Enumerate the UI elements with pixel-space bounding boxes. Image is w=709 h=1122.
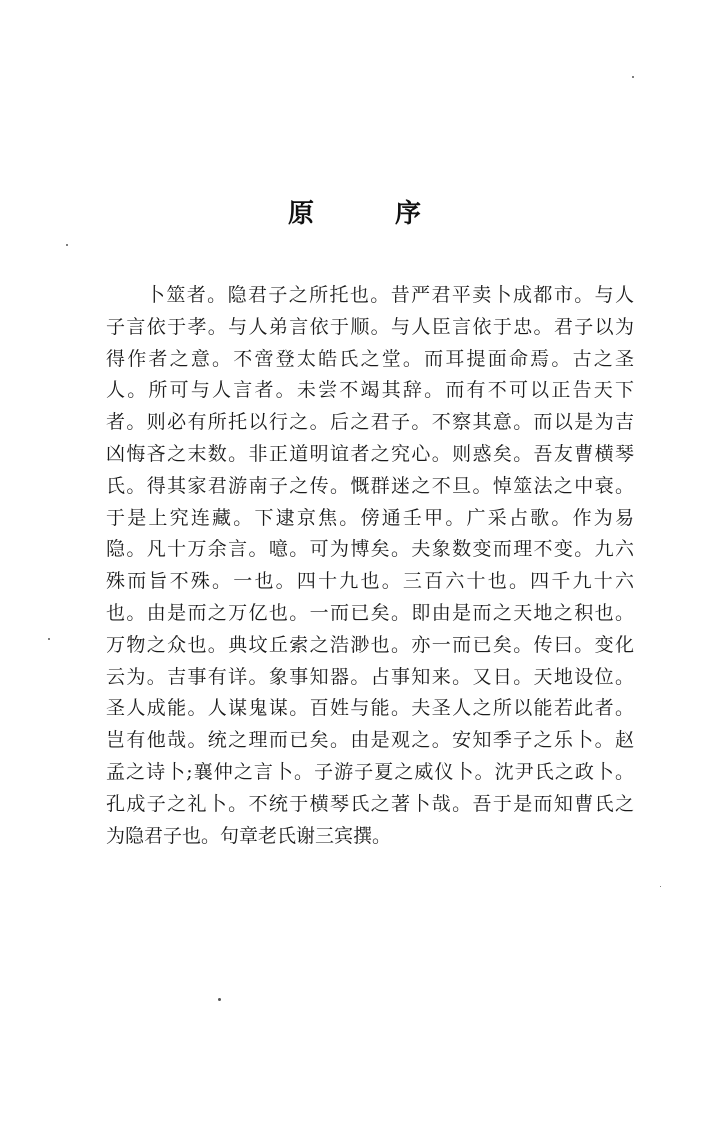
text-line: 岂有他哉。统之理而已矣。由是观之。安知季子之乐卜。赵 <box>106 729 634 752</box>
scan-speck <box>218 998 221 1001</box>
scan-speck <box>66 244 68 246</box>
text-line: 凶悔吝之末数。非正道明谊者之究心。则惑矣。吾友曹横琴 <box>106 442 634 465</box>
scan-speck <box>660 886 661 887</box>
text-line: 隐。凡十万余言。噫。可为博矣。夫象数变而理不变。九六 <box>106 538 634 561</box>
text-line: 圣人成能。人谋鬼谋。百姓与能。夫圣人之所以能若此者。 <box>106 697 634 720</box>
text-line: 殊而旨不殊。一也。四十九也。三百六十也。四千九十六 <box>106 570 634 593</box>
text-line: 于是上究连藏。下逮京焦。傍通壬甲。广采占歌。作为易 <box>106 506 634 529</box>
text-line: 卜筮者。隐君子之所托也。昔严君平卖卜成都市。与人 <box>146 284 634 306</box>
text-line: 云为。吉事有详。象事知器。占事知来。又日。天地设位。 <box>106 665 634 688</box>
page-title: 原 序 <box>287 199 458 229</box>
text-line: 人。所可与人言者。未尝不竭其辞。而有不可以正告天下 <box>106 379 634 402</box>
text-line: 子言依于孝。与人弟言依于顺。与人臣言依于忠。君子以为 <box>106 315 634 338</box>
text-line: 也。由是而之万亿也。一而已矣。即由是而之天地之积也。 <box>106 601 634 624</box>
scan-speck <box>48 638 50 640</box>
preface-body <box>106 280 634 852</box>
text-line: 氏。得其家君游南子之传。慨群迷之不旦。悼筮法之中衰。 <box>106 474 634 497</box>
text-line: 孟之诗卜;襄仲之言卜。子游子夏之威仪卜。沈尹氏之政卜。 <box>106 760 634 783</box>
scan-speck <box>632 76 634 78</box>
text-line: 得作者之意。不啻登太皓氏之堂。而耳提面命焉。古之圣 <box>106 347 634 370</box>
text-line: 者。则必有所托以行之。后之君子。不察其意。而以是为吉 <box>106 411 634 434</box>
text-line: 为隐君子也。句章老氏谢三宾撰。 <box>106 824 392 847</box>
text-line: 万物之众也。典坟丘索之浩渺也。亦一而已矣。传曰。变化 <box>106 633 634 656</box>
text-line: 孔成子之礼卜。不统于横琴氏之著卜哉。吾于是而知曹氏之 <box>106 792 634 815</box>
